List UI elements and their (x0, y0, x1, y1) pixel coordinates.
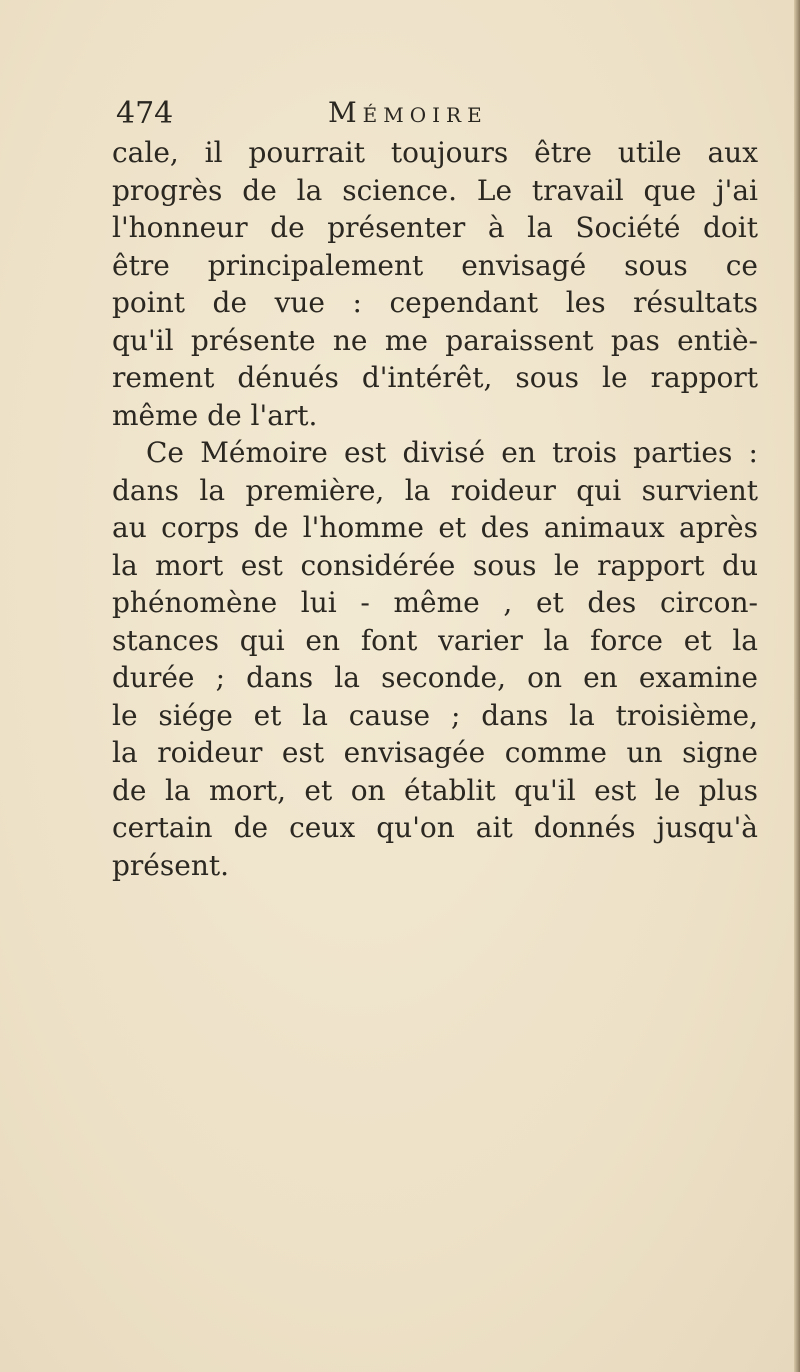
text-line: de la mort, et on établit qu'il est le plus (112, 773, 758, 807)
page-number: 474 (116, 96, 174, 131)
text-line: qu'il présente ne me paraissent pas entiè- (112, 323, 758, 357)
text-line: la roideur est envisagée comme un signe (112, 736, 758, 769)
body-text (112, 134, 758, 884)
text-line: progrès de la science. Le travail que j'ai (112, 173, 758, 207)
text-line: être principalement envisagé sous ce (112, 248, 758, 282)
text-line: dans la première, la roideur qui survient (112, 473, 758, 507)
text-line: l'honneur de présenter à la Société doit (112, 211, 758, 244)
text-line: certain de ceux qu'on ait donnés jusqu'à (112, 811, 758, 844)
text-line: présent. (112, 848, 230, 882)
text-line: rement dénués d'intérêt, sous le rapport (112, 361, 758, 394)
page-edge (794, 0, 800, 1372)
paragraph-1 (112, 134, 758, 434)
text-line: durée ; dans la seconde, on en examine (112, 661, 758, 694)
paragraph-2 (112, 434, 758, 884)
page-header (116, 96, 756, 136)
text-line: au corps de l'homme et des animaux après (112, 511, 758, 544)
text-line: le siége et la cause ; dans la troisième, (112, 698, 758, 732)
text-line: même de l'art. (112, 398, 318, 432)
text-line: cale, il pourrait toujours être utile aux (112, 136, 758, 169)
text-line: phénomène lui - même , et des circon- (112, 586, 758, 619)
text-line: Ce Mémoire est divisé en trois parties : (146, 436, 758, 469)
text-line: stances qui en font varier la force et la (112, 623, 758, 657)
running-head: Mémoire (328, 96, 488, 129)
text-line: point de vue : cependant les résultats (112, 286, 758, 319)
text-line: la mort est considérée sous le rapport du (112, 548, 758, 582)
